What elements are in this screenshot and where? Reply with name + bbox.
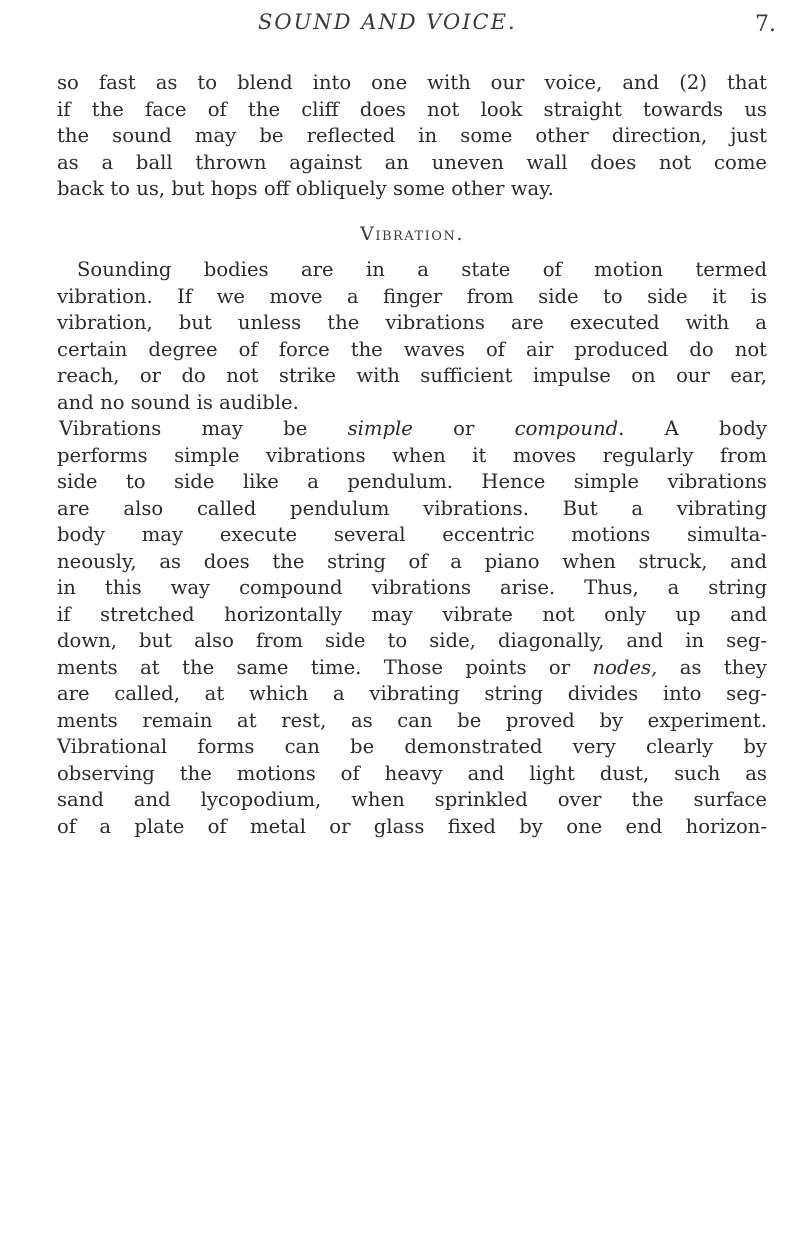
section-heading: Vibration. <box>360 222 464 245</box>
text-line: neously, as does the string of a piano when struck, and <box>57 549 767 573</box>
text-line: and no sound is audible. <box>57 390 299 414</box>
text-line: performs simple vibrations when it moves regularly from <box>57 443 767 467</box>
emphasis-simple: simple <box>347 417 413 440</box>
running-head <box>0 8 801 48</box>
paragraph-3 <box>57 416 767 840</box>
emphasis-compound: compound. <box>514 417 625 440</box>
text-line: certain degree of force the waves of air produced do not <box>57 337 767 361</box>
text-line: side to side like a pendulum. Hence simple vibrations <box>57 470 767 493</box>
text-line: down, but also from side to side, diagonally, and in seg- <box>57 629 767 652</box>
text-fragment: Vibrations may be <box>59 417 348 440</box>
text-line: if stretched horizontally may vibrate not only up and <box>57 602 767 626</box>
text-line: Sounding bodies are in a state of motion termed <box>77 258 767 281</box>
text-line: if the face of the cliff does not look straight towards us <box>57 97 767 121</box>
text-line: reach, or do not strike with sufficient impulse on our ear, <box>57 364 767 387</box>
text-fragment: A body <box>624 417 768 440</box>
text-line: Vibrational forms can be demonstrated very clearly by <box>57 735 767 758</box>
text-line: are called, at which a vibrating string divides into seg- <box>57 682 767 705</box>
running-title: SOUND AND VOICE. <box>258 10 517 34</box>
text-line: vibration, but unless the vibrations are executed with a <box>57 311 767 334</box>
text-line: so fast as to blend into one with our voice, and (2) that <box>57 71 767 94</box>
paragraph-2 <box>57 257 767 416</box>
text-fragment: ments at the same time. Those points or <box>57 655 593 679</box>
text-line <box>57 416 767 443</box>
text-line: body may execute several eccentric motions simulta- <box>57 523 767 546</box>
text-line: the sound may be reflected in some other direction, just <box>57 124 767 147</box>
text-line <box>57 655 767 682</box>
text-line: sand and lycopodium, when sprinkled over the surface <box>57 788 767 811</box>
page-body <box>57 70 767 840</box>
emphasis-nodes: nodes, <box>592 655 658 679</box>
text-line: ments remain at rest, as can be proved by experiment. <box>57 708 767 732</box>
text-line: back to us, but hops off obliquely some other way. <box>57 177 554 200</box>
text-fragment: as they <box>657 655 767 679</box>
text-line: in this way compound vibrations arise. Thus, a string <box>57 576 767 599</box>
text-line: are also called pendulum vibrations. But a vibrating <box>57 496 767 520</box>
text-line: as a ball thrown against an uneven wall does not come <box>57 150 767 174</box>
text-fragment: or <box>412 417 515 440</box>
text-line: of a plate of metal or glass fixed by one end horizon- <box>57 814 767 838</box>
paragraph-1 <box>57 70 767 203</box>
text-line: observing the motions of heavy and light dust, such as <box>57 761 767 785</box>
text-line: vibration. If we move a finger from side to side it is <box>57 284 767 308</box>
page-number: 7. <box>755 12 776 37</box>
